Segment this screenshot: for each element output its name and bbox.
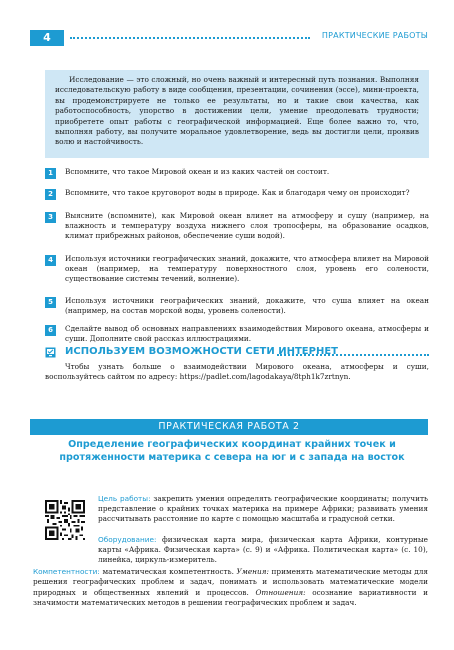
equipment-label: Оборудование:: [98, 535, 157, 544]
internet-text: Чтобы узнать больше о взаимодействии Мирового океана, атмосферы и суши, воспользуйтесь сайтом по адресу: https://padlet.com/lagodakaya/8tph1k7zrtnyn.: [45, 362, 429, 382]
task-item: [45, 167, 429, 177]
task-number-badge: 5: [45, 297, 56, 308]
intro-text: Исследование — это сложный, но очень важный и интересный путь познания. Выполняя исследовательскую работу в виде сообщения, презентации, сочинения (эссе), мини-проекта, вы продемонстрируете не только ее результаты, но и такие свои качества, как работоспособность, упорство в достижении цели, умение преодолевать трудности; приобретете опыт работы с географической информацией. Еще более важно то, что, выполняя работу, вы получите моральное удовлетворение, ведь вы достигли цели, проявив волю и настойчивость.: [55, 75, 419, 147]
equipment-text: физическая карта мира, физическая карта Африки, контурные карты «Африка. Физическая карта» (с. 9) и «Африка. Политическая карта» (с. 10), линейка, циркуль-измеритель.: [98, 535, 428, 565]
page-number: 4: [30, 30, 64, 46]
competencies-paragraph: [33, 567, 428, 609]
task-number-badge: 6: [45, 325, 56, 336]
task-number-badge: 3: [45, 212, 56, 223]
internet-dotted-line: [277, 354, 429, 356]
task-item: [45, 254, 429, 285]
competencies-label: Компетентности:: [33, 567, 100, 576]
task-number-badge: 1: [45, 168, 56, 179]
task-item: [45, 211, 429, 242]
qr-code-icon: [45, 500, 85, 540]
header-dotted-line: [70, 37, 310, 39]
goal-paragraph: [98, 494, 428, 525]
task-text: Вспомните, что такое круговорот воды в природе. Как и благодаря чему он происходит?: [65, 188, 410, 197]
task-item: [45, 188, 429, 198]
equipment-paragraph: [98, 535, 428, 566]
goal-text: закрепить умения определять географические координаты; получить представление о крайних точках материка на примере Африки; развивать умения рассчитывать расстояние по карте с помощью масштаба и градусной сетки.: [98, 494, 428, 524]
page-header: [30, 30, 428, 46]
task-number-badge: 2: [45, 189, 56, 200]
task-item: [45, 296, 429, 316]
intro-box: [45, 70, 429, 158]
attitudes-label: Отношения:: [255, 587, 306, 597]
competencies-text: математическая компетентность.: [99, 567, 237, 576]
task-item: [45, 324, 429, 344]
monitor-check-icon: [45, 347, 56, 358]
task-text: Сделайте вывод об основных направлениях взаимодействия Мирового океана, атмосферы и суши. Дополните свой рассказ иллюстрациями.: [65, 324, 429, 344]
goal-label: Цель работы:: [98, 494, 151, 503]
internet-section-header: [45, 346, 429, 360]
practical-work-banner: ПРАКТИЧЕСКАЯ РАБОТА 2: [30, 419, 428, 435]
attitudes-text: осознание вариативности и значимости математических методов в решении географических проблем и задач.: [33, 587, 428, 608]
task-text: Вспомните, что такое Мировой океан и из каких частей он состоит.: [65, 167, 330, 176]
section-title: ПРАКТИЧЕСКИЕ РАБОТЫ: [321, 31, 428, 40]
skills-label: Умения:: [236, 567, 269, 576]
task-number-badge: 4: [45, 255, 56, 266]
practical-work-title: Определение географических координат крайних точек и протяженности материка с севера на юг и с запада на восток: [59, 439, 405, 463]
task-text: Используя источники географических знаний, докажите, что атмосфера влияет на Мировой океан (например, на температуру поверхностного слоя, уровень его солености, существование системы течений, волнение).: [65, 254, 429, 284]
task-text: Используя источники географических знаний, докажите, что суша влияет на океан (например, на состав морской воды, уровень солености).: [65, 296, 429, 316]
skills-text: применять математические методы для решения географических проблем и задач, понимать и использовать математические модели природных и общественных явлений и процессов.: [33, 567, 428, 597]
internet-section-title: ИСПОЛЬЗУЕМ ВОЗМОЖНОСТИ СЕТИ ИНТЕРНЕТ: [65, 346, 338, 357]
task-text: Выясните (вспомните), как Мировой океан влияет на атмосферу и сушу (например, на влажность и температуру воздуха нижнего слоя тропосферы, на образование осадков, климат прибрежных районов, обеспечение суши водой).: [65, 211, 429, 241]
